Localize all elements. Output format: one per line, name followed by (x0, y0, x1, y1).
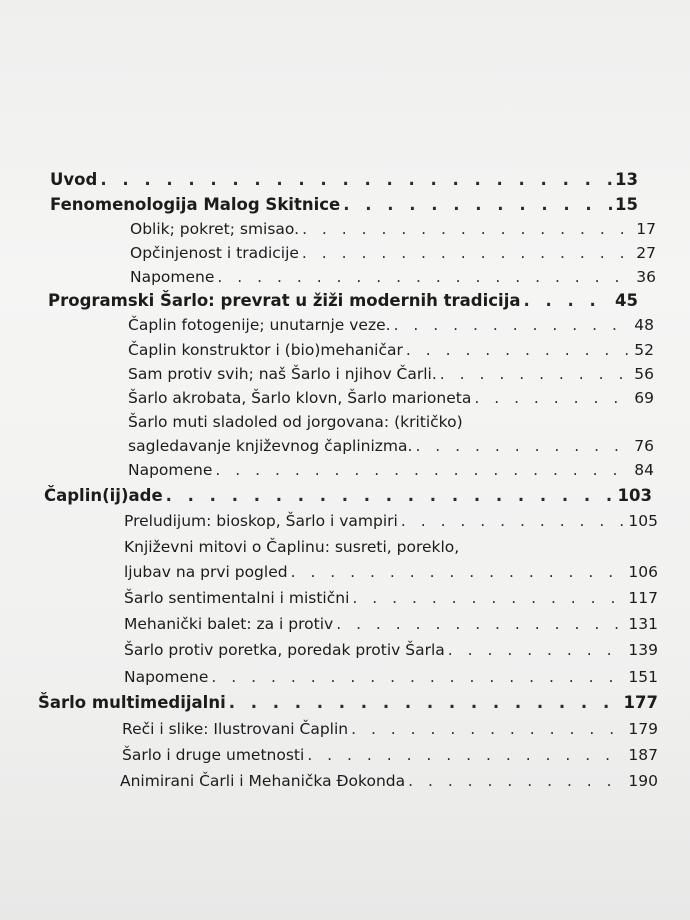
dot-leader (302, 220, 633, 238)
toc-entry-uvod (50, 170, 638, 189)
dot-leader (211, 668, 625, 686)
toc-entry-caplin-konstruktor (128, 341, 654, 359)
dot-leader (394, 316, 632, 334)
toc-page: 139 (628, 641, 658, 659)
toc-title: Animirani Čarli i Mehanička Đokonda (120, 772, 406, 790)
toc-entry-reci-i-slike (122, 720, 658, 738)
toc-page: 187 (628, 746, 658, 764)
toc-entry-akrobata (128, 389, 654, 407)
toc-entry-mitovi-line1: Književni mitovi o Čaplinu: susreti, poreklo, (124, 538, 460, 556)
toc-title: Šarlo i druge umetnosti (122, 746, 305, 764)
toc-title: Čaplin fotogenije; unutarnje veze. (128, 316, 391, 334)
dot-leader (351, 720, 625, 738)
toc-entry-oblik (130, 220, 656, 238)
toc-page: 106 (628, 563, 658, 581)
dot-leader (415, 437, 631, 455)
toc-entry-napomene-1 (130, 268, 656, 286)
toc-page: 52 (634, 341, 654, 359)
toc-page: 13 (615, 170, 638, 189)
dot-leader (215, 461, 631, 479)
toc-title: Fenomenologija Malog Skitnice (50, 195, 341, 214)
toc-entry-multimedijalni (38, 693, 658, 712)
dot-leader (352, 589, 625, 607)
dot-leader (440, 365, 631, 383)
toc-page: 117 (628, 589, 658, 607)
toc-entry-muti-line1: Šarlo muti sladoled od jorgovana: (kritičko) (128, 413, 463, 431)
toc-entry-mehanicki-balet (124, 615, 658, 633)
toc-entry-opcinjenost (130, 244, 656, 262)
toc-title: Šarlo sentimentalni i mistični (124, 589, 350, 607)
toc-entry-fenomenologija (50, 195, 638, 214)
toc-entry-napomene-3 (124, 668, 658, 686)
toc-page: 151 (628, 668, 658, 686)
dot-leader (406, 341, 631, 359)
toc-entry-caplinijade (44, 486, 652, 505)
toc-title: Napomene (128, 461, 213, 479)
toc-page: 131 (628, 615, 658, 633)
toc-entry-mitovi (124, 563, 658, 581)
toc-entry-programski (48, 291, 638, 310)
toc-title: Mehanički balet: za i protiv (124, 615, 334, 633)
toc-title: Programski Šarlo: prevrat u žiži modernih tradicija (48, 291, 521, 310)
dot-leader (166, 486, 615, 505)
dot-leader (229, 693, 621, 712)
toc-title: Čaplin konstruktor i (bio)mehaničar (128, 341, 403, 359)
toc-entry-caplin-fotogenije (128, 316, 654, 334)
toc-entry-preludijum (124, 512, 658, 530)
toc-title: Reči i slike: Ilustrovani Čaplin (122, 720, 349, 738)
toc-page: 56 (634, 365, 654, 383)
dot-leader (448, 641, 626, 659)
toc-title: Opčinjenost i tradicije (130, 244, 299, 262)
toc-title: Uvod (50, 170, 98, 189)
dot-leader (474, 389, 631, 407)
toc-entry-sam-protiv-svih (128, 365, 654, 383)
dot-leader (524, 291, 613, 310)
toc-title: Sam protiv svih; naš Šarlo i njihov Čarli. (128, 365, 437, 383)
toc-title: sagledavanje književnog čaplinizma. (128, 437, 413, 455)
toc-title: Šarlo akrobata, Šarlo klovn, Šarlo marioneta (128, 389, 472, 407)
dot-leader (302, 244, 633, 262)
dot-leader (100, 170, 612, 189)
toc-page: 15 (615, 195, 638, 214)
toc-title: Preludijum: bioskop, Šarlo i vampiri (124, 512, 398, 530)
toc-title: Šarlo protiv poretka, poredak protiv Šarla (124, 641, 445, 659)
toc-entry-poretak (124, 641, 658, 659)
dot-leader (343, 195, 612, 214)
toc-page: 69 (634, 389, 654, 407)
toc-title: Čaplin(ij)ade (44, 486, 163, 505)
toc-page: 45 (615, 291, 638, 310)
toc-title: Oblik; pokret; smisao. (130, 220, 300, 238)
dot-leader (291, 563, 626, 581)
toc-entry-animirani (120, 772, 658, 790)
toc-entry-napomene-2 (128, 461, 654, 479)
toc-title: Napomene (130, 268, 215, 286)
dot-leader (336, 615, 625, 633)
dot-leader (217, 268, 633, 286)
toc-page: 84 (634, 461, 654, 479)
dot-leader (307, 746, 625, 764)
toc-page: 177 (623, 693, 658, 712)
dot-leader (401, 512, 626, 530)
toc-page: 105 (628, 512, 658, 530)
toc-entry-druge-umetnosti (122, 746, 658, 764)
toc-page: 190 (628, 772, 658, 790)
toc-title: ljubav na prvi pogled (124, 563, 288, 581)
toc-title: Šarlo multimedijalni (38, 693, 226, 712)
toc-page: 48 (634, 316, 654, 334)
toc-page: 179 (628, 720, 658, 738)
toc-page: 76 (634, 437, 654, 455)
toc-page: 27 (636, 244, 656, 262)
toc-entry-muti-sladoled (128, 437, 654, 455)
toc-page: 17 (636, 220, 656, 238)
toc-title: Napomene (124, 668, 209, 686)
toc-page: 103 (617, 486, 652, 505)
toc-entry-sentimentalni (124, 589, 658, 607)
toc-page: 36 (636, 268, 656, 286)
dot-leader (408, 772, 625, 790)
